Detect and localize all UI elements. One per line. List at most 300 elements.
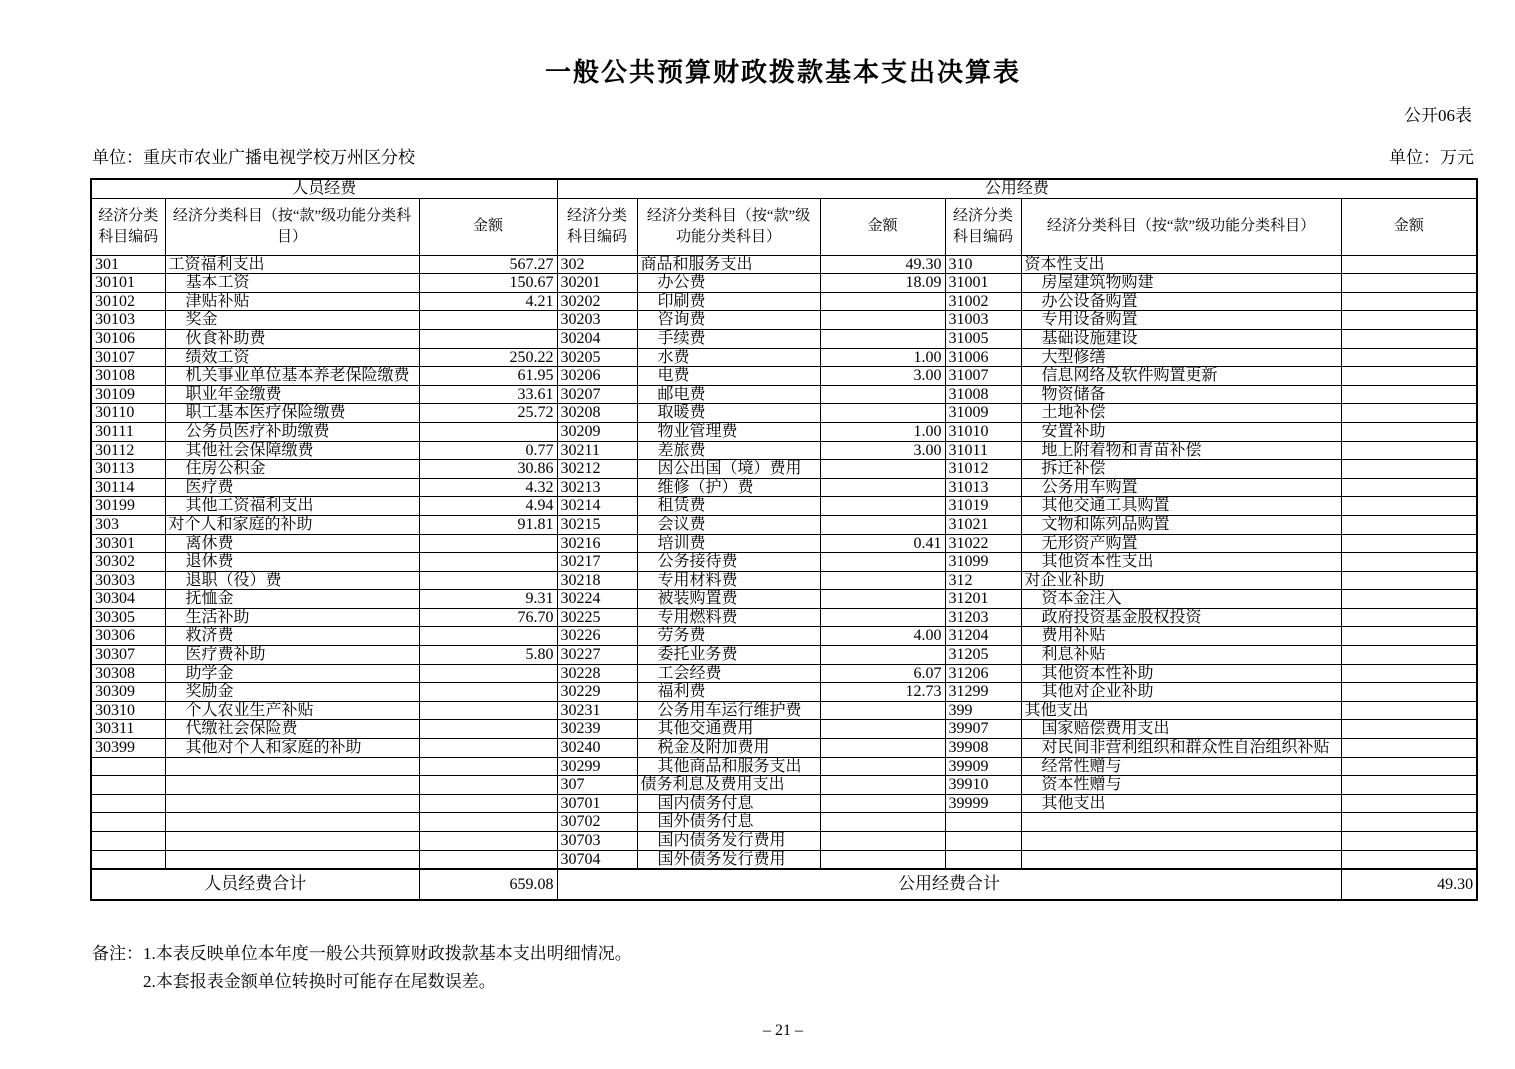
cell-code: 30207 xyxy=(557,385,637,404)
cell-name: 国外债务付息 xyxy=(637,813,820,832)
cell-amount xyxy=(820,497,945,516)
cell-name: 物业管理费 xyxy=(637,422,820,441)
cell-code: 310 xyxy=(945,255,1021,274)
cell-amount xyxy=(1341,274,1477,293)
cell-amount xyxy=(820,757,945,776)
table-row xyxy=(91,385,1477,404)
table-row xyxy=(91,683,1477,702)
cell-amount xyxy=(419,571,557,590)
cell-name: 公务用车购置 xyxy=(1021,478,1341,497)
section-header-public: 公用经费 xyxy=(557,179,1477,198)
cell-amount xyxy=(419,627,557,646)
cell-name: 其他社会保障缴费 xyxy=(165,441,419,460)
cell-code: 31206 xyxy=(945,664,1021,683)
cell-name xyxy=(165,794,419,813)
cell-amount xyxy=(1341,794,1477,813)
cell-name: 土地补偿 xyxy=(1021,404,1341,423)
cell-name: 抚恤金 xyxy=(165,590,419,609)
cell-name: 被装购置费 xyxy=(637,590,820,609)
cell-name: 税金及附加费用 xyxy=(637,739,820,758)
cell-code: 39910 xyxy=(945,776,1021,795)
cell-code: 30107 xyxy=(91,348,165,367)
cell-amount xyxy=(1341,627,1477,646)
cell-code xyxy=(945,813,1021,832)
table-row xyxy=(91,534,1477,553)
cell-amount: 0.77 xyxy=(419,441,557,460)
cell-amount xyxy=(1341,478,1477,497)
cell-name: 房屋建筑物购建 xyxy=(1021,274,1341,293)
unit-name: 单位：重庆市农业广播电视学校万州区分校 xyxy=(92,148,415,167)
col-header-subject: 经济分类科目（按“款”级功能分类科目） xyxy=(1021,198,1341,255)
budget-table xyxy=(90,178,1478,901)
cell-amount: 30.86 xyxy=(419,460,557,479)
cell-amount xyxy=(820,794,945,813)
cell-amount xyxy=(1341,348,1477,367)
cell-amount xyxy=(820,478,945,497)
cell-amount xyxy=(820,701,945,720)
cell-code: 31099 xyxy=(945,553,1021,572)
cell-amount xyxy=(1341,646,1477,665)
document-title: 一般公共预算财政拨款基本支出决算表 xyxy=(544,58,1021,87)
cell-amount: 250.22 xyxy=(419,348,557,367)
cell-code: 30702 xyxy=(557,813,637,832)
cell-code: 31011 xyxy=(945,441,1021,460)
cell-amount xyxy=(820,515,945,534)
cell-code: 30218 xyxy=(557,571,637,590)
cell-code: 31019 xyxy=(945,497,1021,516)
cell-code xyxy=(91,832,165,851)
cell-code: 31204 xyxy=(945,627,1021,646)
cell-name: 其他对个人和家庭的补助 xyxy=(165,739,419,758)
cell-name: 其他支出 xyxy=(1021,794,1341,813)
cell-code: 30224 xyxy=(557,590,637,609)
cell-amount: 91.81 xyxy=(419,515,557,534)
table-row xyxy=(91,832,1477,851)
cell-amount xyxy=(1341,515,1477,534)
cell-amount: 49.30 xyxy=(820,255,945,274)
table-row xyxy=(91,255,1477,274)
table-row xyxy=(91,292,1477,311)
cell-name: 基础设施建设 xyxy=(1021,329,1341,348)
cell-code: 30309 xyxy=(91,683,165,702)
cell-amount xyxy=(1341,497,1477,516)
cell-code: 31203 xyxy=(945,608,1021,627)
cell-name: 资本性赠与 xyxy=(1021,776,1341,795)
cell-amount xyxy=(1341,664,1477,683)
cell-name: 印刷费 xyxy=(637,292,820,311)
cell-name: 其他支出 xyxy=(1021,701,1341,720)
cell-code: 30212 xyxy=(557,460,637,479)
cell-amount xyxy=(820,553,945,572)
cell-amount xyxy=(419,776,557,795)
cell-amount xyxy=(1341,571,1477,590)
cell-amount: 567.27 xyxy=(419,255,557,274)
cell-amount: 4.94 xyxy=(419,497,557,516)
cell-amount xyxy=(419,664,557,683)
cell-amount xyxy=(1341,608,1477,627)
cell-amount: 12.73 xyxy=(820,683,945,702)
cell-amount xyxy=(419,553,557,572)
cell-name: 个人农业生产补贴 xyxy=(165,701,419,720)
table-row xyxy=(91,460,1477,479)
cell-code: 31001 xyxy=(945,274,1021,293)
cell-amount xyxy=(1341,534,1477,553)
page-number: – 21 – xyxy=(763,1022,803,1039)
cell-amount xyxy=(820,739,945,758)
cell-amount xyxy=(419,701,557,720)
cell-amount xyxy=(1341,720,1477,739)
cell-name: 取暖费 xyxy=(637,404,820,423)
cell-name: 机关事业单位基本养老保险缴费 xyxy=(165,367,419,386)
cell-amount xyxy=(419,534,557,553)
cell-amount: 1.00 xyxy=(820,348,945,367)
cell-code: 30208 xyxy=(557,404,637,423)
cell-name: 代缴社会保险费 xyxy=(165,720,419,739)
table-row xyxy=(91,367,1477,386)
cell-name: 地上附着物和青苗补偿 xyxy=(1021,441,1341,460)
cell-name: 专用设备购置 xyxy=(1021,311,1341,330)
cell-code: 303 xyxy=(91,515,165,534)
cell-name xyxy=(165,832,419,851)
cell-name: 其他交通费用 xyxy=(637,720,820,739)
cell-name: 其他工资福利支出 xyxy=(165,497,419,516)
cell-amount xyxy=(1341,701,1477,720)
cell-code: 30306 xyxy=(91,627,165,646)
cell-code: 31007 xyxy=(945,367,1021,386)
cell-amount xyxy=(419,329,557,348)
notes-label: 备注： xyxy=(92,944,143,963)
total-row xyxy=(91,869,1477,900)
cell-code: 30305 xyxy=(91,608,165,627)
cell-code: 30703 xyxy=(557,832,637,851)
cell-amount xyxy=(1341,292,1477,311)
col-header-code: 经济分类科目编码 xyxy=(91,198,165,255)
table-row xyxy=(91,274,1477,293)
cell-code: 30103 xyxy=(91,311,165,330)
cell-name: 政府投资基金股权投资 xyxy=(1021,608,1341,627)
cell-name: 维修（护）费 xyxy=(637,478,820,497)
cell-name: 物资储备 xyxy=(1021,385,1341,404)
notes xyxy=(92,940,632,996)
table-row xyxy=(91,757,1477,776)
cell-amount xyxy=(820,311,945,330)
cell-code: 39908 xyxy=(945,739,1021,758)
cell-name: 救济费 xyxy=(165,627,419,646)
cell-amount: 33.61 xyxy=(419,385,557,404)
cell-name: 退休费 xyxy=(165,553,419,572)
cell-name: 咨询费 xyxy=(637,311,820,330)
cell-code: 30111 xyxy=(91,422,165,441)
cell-name: 水费 xyxy=(637,348,820,367)
cell-name: 国外债务发行费用 xyxy=(637,850,820,869)
cell-amount xyxy=(820,776,945,795)
cell-name: 资本性支出 xyxy=(1021,255,1341,274)
cell-amount xyxy=(1341,590,1477,609)
cell-name: 工会经费 xyxy=(637,664,820,683)
cell-name: 其他交通工具购置 xyxy=(1021,497,1341,516)
cell-code: 30216 xyxy=(557,534,637,553)
column-header-row xyxy=(91,198,1477,255)
cell-code: 30206 xyxy=(557,367,637,386)
table-row xyxy=(91,329,1477,348)
cell-name: 商品和服务支出 xyxy=(637,255,820,274)
cell-amount xyxy=(419,813,557,832)
cell-code: 30209 xyxy=(557,422,637,441)
cell-code xyxy=(91,813,165,832)
cell-code: 30304 xyxy=(91,590,165,609)
cell-name: 奖金 xyxy=(165,311,419,330)
col-header-code: 经济分类科目编码 xyxy=(557,198,637,255)
cell-code: 31009 xyxy=(945,404,1021,423)
cell-name: 其他资本性支出 xyxy=(1021,553,1341,572)
cell-name: 职工基本医疗保险缴费 xyxy=(165,404,419,423)
cell-code xyxy=(91,850,165,869)
cell-code: 30214 xyxy=(557,497,637,516)
section-header-row xyxy=(91,179,1477,198)
cell-code: 30205 xyxy=(557,348,637,367)
cell-code: 31002 xyxy=(945,292,1021,311)
cell-amount xyxy=(1341,850,1477,869)
table-row xyxy=(91,515,1477,534)
cell-amount xyxy=(1341,683,1477,702)
cell-code: 30301 xyxy=(91,534,165,553)
cell-name: 专用材料费 xyxy=(637,571,820,590)
table-row xyxy=(91,608,1477,627)
cell-name: 退职（役）费 xyxy=(165,571,419,590)
col-header-code: 经济分类科目编码 xyxy=(945,198,1021,255)
cell-name: 离休费 xyxy=(165,534,419,553)
note-lines xyxy=(143,940,632,996)
cell-amount: 0.41 xyxy=(820,534,945,553)
cell-amount xyxy=(1341,385,1477,404)
cell-code: 39907 xyxy=(945,720,1021,739)
cell-name: 公务员医疗补助缴费 xyxy=(165,422,419,441)
cell-name xyxy=(1021,832,1341,851)
cell-code: 31008 xyxy=(945,385,1021,404)
cell-code: 30102 xyxy=(91,292,165,311)
table-row xyxy=(91,646,1477,665)
cell-name xyxy=(165,850,419,869)
cell-code: 30308 xyxy=(91,664,165,683)
cell-code: 30213 xyxy=(557,478,637,497)
table-row xyxy=(91,404,1477,423)
cell-amount xyxy=(1341,311,1477,330)
table-row xyxy=(91,478,1477,497)
cell-code: 30310 xyxy=(91,701,165,720)
section-header-personnel: 人员经费 xyxy=(91,179,557,198)
cell-amount xyxy=(820,329,945,348)
cell-code: 30311 xyxy=(91,720,165,739)
table-row xyxy=(91,850,1477,869)
cell-name: 医疗费 xyxy=(165,478,419,497)
cell-name: 福利费 xyxy=(637,683,820,702)
cell-name: 邮电费 xyxy=(637,385,820,404)
cell-amount xyxy=(1341,757,1477,776)
cell-code: 30704 xyxy=(557,850,637,869)
table-code-label: 公开06表 xyxy=(1404,106,1472,125)
table-row xyxy=(91,776,1477,795)
cell-code: 30106 xyxy=(91,329,165,348)
cell-code: 39999 xyxy=(945,794,1021,813)
cell-code xyxy=(945,832,1021,851)
cell-amount xyxy=(820,832,945,851)
public-total-amount: 49.30 xyxy=(1341,869,1477,900)
cell-amount xyxy=(820,571,945,590)
table-row xyxy=(91,553,1477,572)
cell-code: 30204 xyxy=(557,329,637,348)
cell-code: 30199 xyxy=(91,497,165,516)
cell-amount xyxy=(1341,739,1477,758)
cell-name xyxy=(1021,850,1341,869)
cell-code: 30225 xyxy=(557,608,637,627)
table-row xyxy=(91,627,1477,646)
cell-amount xyxy=(820,385,945,404)
table-row xyxy=(91,422,1477,441)
cell-name: 绩效工资 xyxy=(165,348,419,367)
cell-code: 30299 xyxy=(557,757,637,776)
cell-code: 30201 xyxy=(557,274,637,293)
cell-amount xyxy=(820,404,945,423)
cell-code: 31299 xyxy=(945,683,1021,702)
cell-amount: 1.00 xyxy=(820,422,945,441)
cell-name: 电费 xyxy=(637,367,820,386)
table-row xyxy=(91,720,1477,739)
cell-amount xyxy=(1341,441,1477,460)
cell-amount xyxy=(820,850,945,869)
cell-name xyxy=(165,776,419,795)
cell-name xyxy=(165,757,419,776)
personnel-total-label: 人员经费合计 xyxy=(91,869,419,900)
cell-amount xyxy=(820,608,945,627)
cell-name: 其他对企业补助 xyxy=(1021,683,1341,702)
note-line-1: 1.本表反映单位本年度一般公共预算财政拨款基本支出明细情况。 xyxy=(143,944,632,963)
cell-name: 奖励金 xyxy=(165,683,419,702)
table-row xyxy=(91,701,1477,720)
col-header-amount: 金额 xyxy=(419,198,557,255)
cell-code: 30112 xyxy=(91,441,165,460)
cell-name: 债务利息及费用支出 xyxy=(637,776,820,795)
cell-amount xyxy=(419,311,557,330)
table-row xyxy=(91,813,1477,832)
cell-code: 30226 xyxy=(557,627,637,646)
cell-name: 基本工资 xyxy=(165,274,419,293)
cell-amount: 25.72 xyxy=(419,404,557,423)
cell-name: 文物和陈列品购置 xyxy=(1021,515,1341,534)
table-row xyxy=(91,664,1477,683)
cell-code: 30215 xyxy=(557,515,637,534)
cell-amount xyxy=(820,460,945,479)
cell-code: 30202 xyxy=(557,292,637,311)
cell-name: 其他资本性补助 xyxy=(1021,664,1341,683)
cell-name: 国家赔偿费用支出 xyxy=(1021,720,1341,739)
cell-amount xyxy=(419,757,557,776)
cell-name: 手续费 xyxy=(637,329,820,348)
cell-amount: 3.00 xyxy=(820,441,945,460)
cell-name: 利息补贴 xyxy=(1021,646,1341,665)
cell-name: 会议费 xyxy=(637,515,820,534)
table-row xyxy=(91,571,1477,590)
cell-code: 399 xyxy=(945,701,1021,720)
cell-amount: 9.31 xyxy=(419,590,557,609)
personnel-total-amount: 659.08 xyxy=(419,869,557,900)
cell-amount xyxy=(1341,553,1477,572)
cell-code: 31003 xyxy=(945,311,1021,330)
cell-name: 办公费 xyxy=(637,274,820,293)
cell-code: 30303 xyxy=(91,571,165,590)
cell-code xyxy=(91,757,165,776)
table-row xyxy=(91,348,1477,367)
cell-name: 助学金 xyxy=(165,664,419,683)
cell-amount xyxy=(419,832,557,851)
cell-amount: 150.67 xyxy=(419,274,557,293)
cell-name: 公务用车运行维护费 xyxy=(637,701,820,720)
cell-code: 30110 xyxy=(91,404,165,423)
cell-name: 医疗费补助 xyxy=(165,646,419,665)
cell-code: 301 xyxy=(91,255,165,274)
table-row xyxy=(91,739,1477,758)
cell-code: 31205 xyxy=(945,646,1021,665)
cell-amount: 18.09 xyxy=(820,274,945,293)
cell-code: 30227 xyxy=(557,646,637,665)
cell-code: 31013 xyxy=(945,478,1021,497)
cell-amount xyxy=(820,646,945,665)
currency-unit: 单位：万元 xyxy=(1389,148,1474,167)
cell-amount xyxy=(419,850,557,869)
cell-code: 31022 xyxy=(945,534,1021,553)
cell-amount: 3.00 xyxy=(820,367,945,386)
col-header-amount: 金额 xyxy=(820,198,945,255)
cell-code: 31006 xyxy=(945,348,1021,367)
cell-code xyxy=(945,850,1021,869)
note-line-2: 2.本套报表金额单位转换时可能存在尾数误差。 xyxy=(143,972,496,991)
cell-name xyxy=(165,813,419,832)
cell-name: 其他商品和服务支出 xyxy=(637,757,820,776)
cell-code: 30302 xyxy=(91,553,165,572)
cell-code: 31012 xyxy=(945,460,1021,479)
cell-code: 30307 xyxy=(91,646,165,665)
table-row xyxy=(91,497,1477,516)
cell-code: 302 xyxy=(557,255,637,274)
cell-name: 津贴补贴 xyxy=(165,292,419,311)
cell-name: 国内债务付息 xyxy=(637,794,820,813)
cell-amount xyxy=(1341,460,1477,479)
cell-name: 伙食补助费 xyxy=(165,329,419,348)
col-header-amount: 金额 xyxy=(1341,198,1477,255)
cell-code xyxy=(91,776,165,795)
cell-amount xyxy=(1341,329,1477,348)
cell-code: 30203 xyxy=(557,311,637,330)
cell-amount xyxy=(1341,404,1477,423)
table-row xyxy=(91,794,1477,813)
cell-code xyxy=(91,794,165,813)
cell-name: 信息网络及软件购置更新 xyxy=(1021,367,1341,386)
cell-amount xyxy=(820,720,945,739)
cell-name: 经常性赠与 xyxy=(1021,757,1341,776)
cell-name: 费用补贴 xyxy=(1021,627,1341,646)
cell-name: 住房公积金 xyxy=(165,460,419,479)
cell-name: 培训费 xyxy=(637,534,820,553)
cell-code: 31005 xyxy=(945,329,1021,348)
cell-name: 对企业补助 xyxy=(1021,571,1341,590)
cell-name: 职业年金缴费 xyxy=(165,385,419,404)
cell-name: 差旅费 xyxy=(637,441,820,460)
cell-name: 对民间非营利组织和群众性自治组织补贴 xyxy=(1021,739,1341,758)
cell-name: 无形资产购置 xyxy=(1021,534,1341,553)
cell-code: 30231 xyxy=(557,701,637,720)
cell-amount xyxy=(1341,422,1477,441)
col-header-subject: 经济分类科目（按“款”级功能分类科目） xyxy=(637,198,820,255)
cell-name: 劳务费 xyxy=(637,627,820,646)
